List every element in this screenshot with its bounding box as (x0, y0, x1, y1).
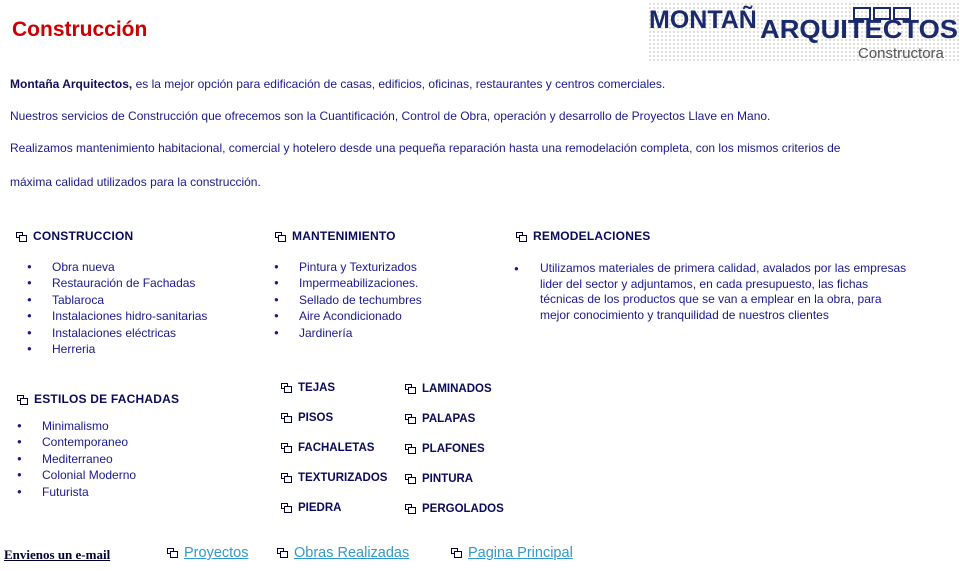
logo-text-1: MONTAÑ (649, 6, 757, 34)
list-item: ● Instalaciones hidro-sanitarias (27, 308, 207, 324)
intro-paragraph-3a: Realizamos mantenimiento habitacional, comercial y hotelero desde una pequeña reparación hasta una remodelación completa, con los mismos criterios de (10, 141, 841, 155)
material-link-pintura[interactable]: PINTURA (405, 473, 473, 485)
material-link-piedra[interactable]: PIEDRA (281, 502, 341, 514)
list-item: ● Futurista (17, 484, 136, 500)
intro-paragraph-3b: máxima calidad utilizados para la construcción. (10, 175, 261, 189)
list-item: ● Obra nueva (27, 259, 207, 275)
list-item: ● Mediterraneo (17, 451, 136, 467)
footer-link-obras-realizadas[interactable]: Obras Realizadas (277, 545, 409, 561)
list-item: ● Tablaroca (27, 292, 207, 308)
intro-paragraph-1 (10, 77, 665, 91)
list-item: ● Restauración de Fachadas (27, 275, 207, 291)
list-item: ● Colonial Moderno (17, 467, 136, 483)
list-item: ● Instalaciones eléctricas (27, 325, 207, 341)
bullet-icon: ● (514, 264, 519, 273)
list-item: ● Aire Acondicionado (274, 308, 422, 324)
intro-text-1: es la mejor opción para edificación de casas, edificios, oficinas, restaurantes y centros comerciales. (132, 77, 666, 91)
list-item: ● Sellado de techumbres (274, 292, 422, 308)
window-icon (167, 548, 178, 558)
remodelaciones-text-block (514, 261, 914, 323)
estilos-list (17, 418, 136, 500)
section-heading-mantenimiento: MANTENIMIENTO (275, 229, 396, 243)
footer-link-proyectos[interactable]: Proyectos (167, 545, 248, 561)
construccion-list (27, 259, 207, 357)
logo-subtitle: Constructora (858, 45, 944, 62)
material-link-pisos[interactable]: PISOS (281, 412, 333, 424)
page-title: Construcción (12, 18, 148, 41)
window-icon (405, 504, 416, 514)
material-link-texturizados[interactable]: TEXTURIZADOS (281, 472, 387, 484)
window-icon (281, 443, 292, 453)
list-item: ● Herreria (27, 341, 207, 357)
company-logo (648, 2, 960, 62)
window-icon (17, 395, 28, 405)
window-icon (516, 232, 527, 242)
logo-graphic (648, 2, 960, 62)
section-heading-remodelaciones: REMODELACIONES (516, 229, 650, 243)
material-link-pergolados[interactable]: PERGOLADOS (405, 503, 504, 515)
window-icon (281, 413, 292, 423)
window-icon (281, 383, 292, 393)
window-icon (277, 548, 288, 558)
mantenimiento-list (274, 259, 422, 341)
material-link-tejas[interactable]: TEJAS (281, 382, 335, 394)
remodelaciones-text: Utilizamos materiales de primera calidad, avalados por las empresas lider del sector y adjuntamos, en cada presupuesto, las fichas técnicas de los productos que se van a emplear en la obra, para mejor conocimiento y tranquilidad de nuestros clientes (540, 261, 907, 322)
section-heading-construccion: CONSTRUCCION (16, 229, 133, 243)
material-link-laminados[interactable]: LAMINADOS (405, 383, 492, 395)
window-icon (16, 232, 27, 242)
window-icon (281, 473, 292, 483)
list-item: ● Pintura y Texturizados (274, 259, 422, 275)
window-icon (451, 548, 462, 558)
list-item: ● Jardinería (274, 325, 422, 341)
section-heading-estilos: ESTILOS DE FACHADAS (17, 392, 179, 406)
material-link-palapas[interactable]: PALAPAS (405, 413, 475, 425)
window-icon (405, 444, 416, 454)
intro-paragraph-2: Nuestros servicios de Construcción que ofrecemos son la Cuantificación, Control de Obra, operación y desarrollo de Proyectos Llave en Mano. (10, 109, 771, 123)
window-icon (281, 503, 292, 513)
list-item: ● Contemporaneo (17, 434, 136, 450)
company-name: Montaña Arquitectos, (10, 77, 133, 91)
window-icon (275, 232, 286, 242)
list-item: ● Impermeabilizaciones. (274, 275, 422, 291)
window-icon (405, 474, 416, 484)
logo-text-2: ARQUITECTOS (760, 14, 958, 44)
footer-link-pagina-principal[interactable]: Pagina Principal (451, 545, 573, 561)
email-link[interactable]: Envienos un e-mail (4, 547, 111, 562)
window-icon (405, 384, 416, 394)
window-icon (405, 414, 416, 424)
material-link-fachaletas[interactable]: FACHALETAS (281, 442, 374, 454)
material-link-plafones[interactable]: PLAFONES (405, 443, 485, 455)
list-item: ● Minimalismo (17, 418, 136, 434)
